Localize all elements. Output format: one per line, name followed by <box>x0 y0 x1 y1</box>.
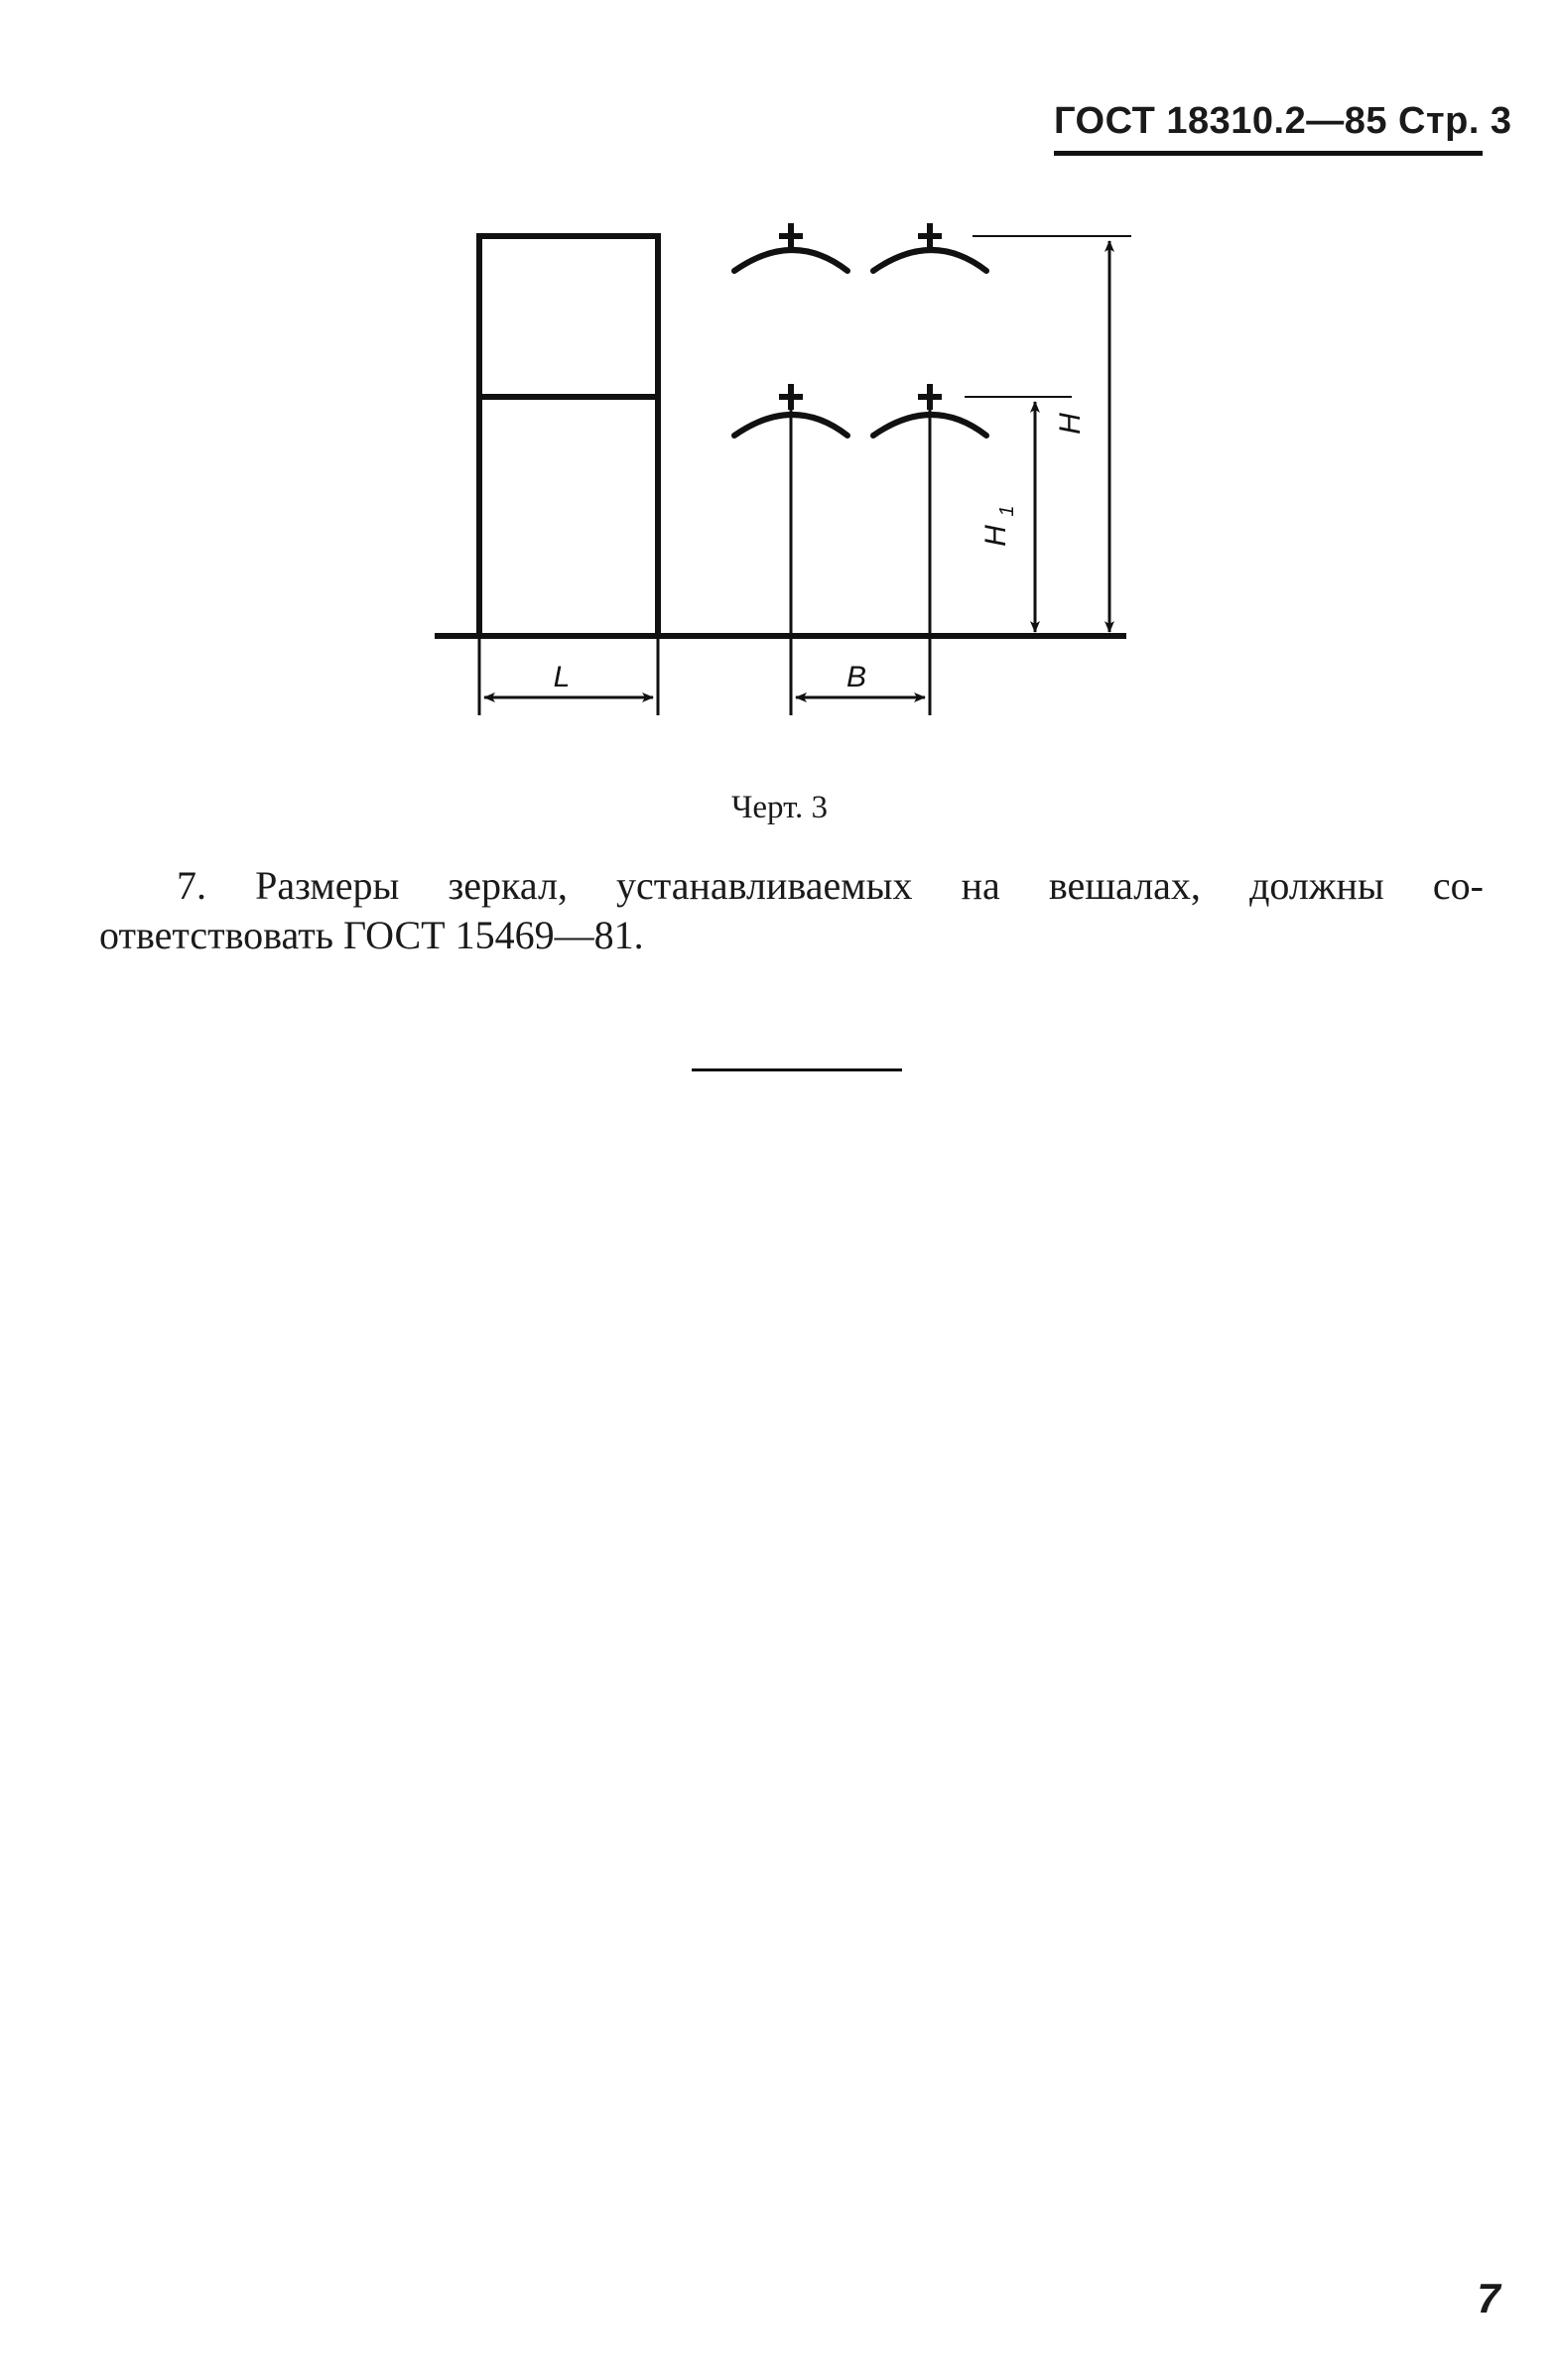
dimension-l-label: L <box>553 661 571 693</box>
paragraph-7-line-1: 7. Размеры зеркал, устанавливаемых на вешалах, должны со- <box>177 863 1484 908</box>
section-end-rule <box>692 1068 902 1071</box>
figure-caption: Черт. 3 <box>730 790 829 825</box>
dimension-b-label: B <box>845 661 867 693</box>
paragraph-7-line-2: ответствовать ГОСТ 15469—81. <box>99 913 644 957</box>
hanger-dimension-diagram <box>417 203 1131 739</box>
hook-upper-right <box>873 223 986 271</box>
hook-upper-left <box>734 223 847 271</box>
dimension-h1-label: H <box>979 525 1012 547</box>
hanger-frame <box>479 236 658 636</box>
figure-drawing <box>417 203 1131 739</box>
paragraph-7 <box>99 861 1484 960</box>
dimension-h-label: H <box>1054 413 1087 435</box>
running-header: ГОСТ 18310.2—85 Стр. 3 <box>1054 91 1483 156</box>
page-number: 7 <box>1477 2275 1500 2321</box>
dimension-h1-subscript: 1 <box>996 505 1018 517</box>
